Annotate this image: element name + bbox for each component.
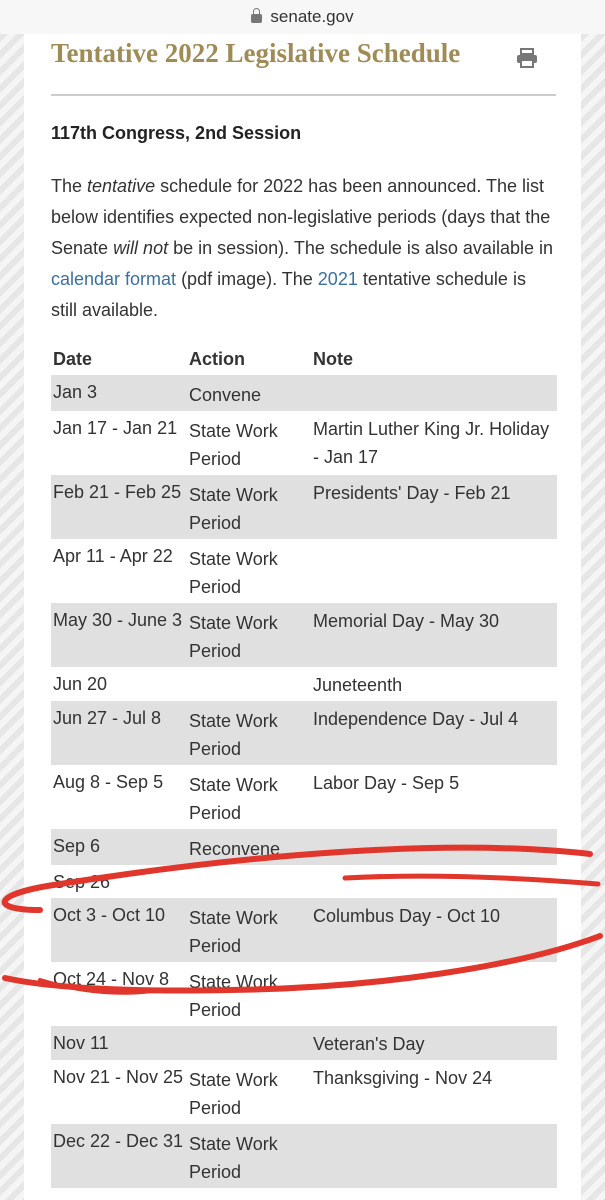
date-cell: Oct 3 - Oct 10 <box>51 898 187 962</box>
note-cell: Veteran's Day <box>311 1026 557 1060</box>
table-row <box>51 539 557 603</box>
intro-text: tentative schedule is still available. <box>51 269 526 320</box>
table-row <box>51 603 557 667</box>
intro-text: schedule for 2022 has been announced. The list below identifies expected non-legislative periods (days that the Senate <box>51 176 551 258</box>
schedule-table <box>51 345 557 1188</box>
intro-text: The <box>51 176 88 196</box>
intro-emphasis: will not <box>113 238 169 258</box>
date-cell: Feb 21 - Feb 25 <box>51 475 187 539</box>
date-cell: Nov 21 - Nov 25 <box>53 1067 184 1087</box>
note-cell <box>311 829 557 865</box>
address-bar[interactable] <box>0 0 605 34</box>
note-cell: Independence Day - Jul 4 <box>311 701 557 765</box>
print-icon[interactable] <box>516 48 538 68</box>
right-margin-pattern <box>581 34 605 1200</box>
schedule-2021-link[interactable]: 2021 <box>317 269 358 289</box>
page-title: Tentative 2022 Legislative Schedule <box>51 38 461 68</box>
action-cell <box>187 1026 311 1060</box>
note-cell: Thanksgiving - Nov 24 <box>313 1068 493 1088</box>
action-cell: State Work Period <box>187 1124 311 1188</box>
table-row <box>51 1026 557 1060</box>
url-text: senate.gov <box>270 7 354 26</box>
table-row <box>51 411 557 475</box>
date-cell: Nov 11 <box>51 1026 187 1060</box>
date-cell: May 30 - June 3 <box>51 603 187 667</box>
action-cell: State Work Period <box>189 549 278 597</box>
title-row <box>51 34 556 96</box>
date-cell: Dec 22 - Dec 31 <box>51 1124 187 1188</box>
note-cell: Presidents' Day - Feb 21 <box>311 475 557 539</box>
note-cell <box>311 962 557 1026</box>
date-cell: Aug 8 - Sep 5 <box>53 772 164 792</box>
table-row <box>51 1060 557 1124</box>
session-subtitle: 117th Congress, 2nd Session <box>51 123 302 143</box>
date-cell: Oct 24 - Nov 8 <box>53 969 170 989</box>
action-cell: Convene <box>187 375 311 411</box>
left-margin-pattern <box>0 34 24 1200</box>
header-action: Action <box>189 349 245 369</box>
note-cell <box>311 375 557 411</box>
action-cell: State Work Period <box>187 603 311 667</box>
date-cell: Jun 27 - Jul 8 <box>51 701 187 765</box>
table-row <box>51 829 557 865</box>
action-cell: State Work Period <box>189 421 278 469</box>
action-cell: Reconvene <box>187 829 311 865</box>
table-row <box>51 475 557 539</box>
action-cell: State Work Period <box>189 972 278 1020</box>
action-cell: State Work Period <box>187 701 311 765</box>
schedule-body <box>51 375 557 1188</box>
date-cell: Jan 17 - Jan 21 <box>53 418 178 438</box>
intro-text: be in session). The schedule is also available in <box>168 238 553 258</box>
intro-paragraph <box>51 171 556 326</box>
date-cell: Sep 26 <box>53 872 111 892</box>
intro-text: (pdf image). The <box>176 269 318 289</box>
action-cell: State Work Period <box>187 475 311 539</box>
action-cell <box>187 667 311 701</box>
table-row <box>51 962 557 1026</box>
header-note: Note <box>313 349 353 369</box>
note-cell <box>311 539 557 603</box>
table-row <box>51 765 557 829</box>
note-cell: Martin Luther King Jr. Holiday - Jan 17 <box>313 419 550 467</box>
note-cell <box>311 865 557 898</box>
table-header-row <box>51 345 557 375</box>
date-cell: Jan 3 <box>51 375 187 411</box>
action-cell: State Work Period <box>189 1070 278 1118</box>
note-cell: Columbus Day - Oct 10 <box>311 898 557 962</box>
calendar-format-link[interactable]: calendar format <box>51 269 177 289</box>
table-row <box>51 1124 557 1188</box>
table-row <box>51 701 557 765</box>
date-cell: Apr 11 - Apr 22 <box>53 546 173 566</box>
note-cell <box>311 1124 557 1188</box>
action-cell: State Work Period <box>187 898 311 962</box>
date-cell: Sep 6 <box>51 829 187 865</box>
table-row <box>51 667 557 701</box>
lock-icon <box>251 14 262 23</box>
main-content <box>51 34 556 1182</box>
table-row <box>51 375 557 411</box>
note-cell: Labor Day - Sep 5 <box>313 773 460 793</box>
table-row <box>51 898 557 962</box>
header-date: Date <box>53 349 93 369</box>
date-cell: Jun 20 <box>53 674 108 694</box>
note-cell: Juneteenth <box>313 675 403 695</box>
action-cell: State Work Period <box>189 775 278 823</box>
table-row <box>51 865 557 898</box>
action-cell <box>187 865 311 898</box>
intro-emphasis: tentative <box>87 176 156 196</box>
note-cell: Memorial Day - May 30 <box>311 603 557 667</box>
